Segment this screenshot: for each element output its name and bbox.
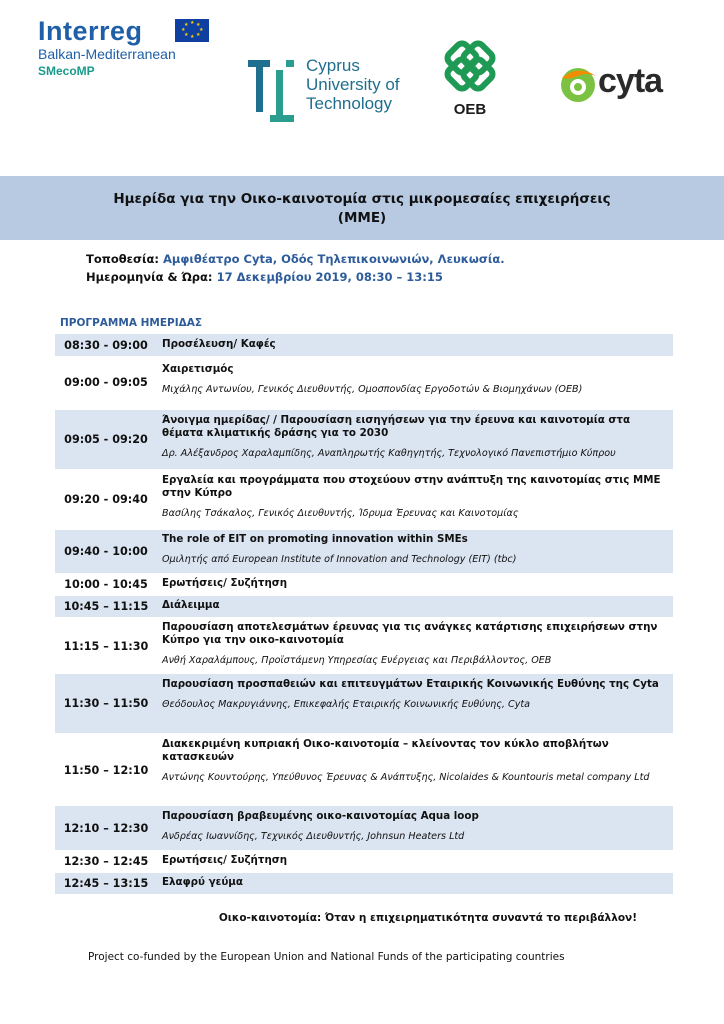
schedule-row [55,851,673,873]
schedule-title: Προσέλευση/ Καφές [162,338,276,350]
datetime-value: 17 Δεκεμβρίου 2019, 08:30 – 13:15 [216,270,443,284]
schedule-row [55,470,673,530]
cut-line-1: Cyprus [306,56,360,75]
schedule-speaker: Δρ. Αλέξανδρος Χαραλαμπίδης, Αναπληρωτής Καθηγητής, Τεχνολογικό Πανεπιστήμιο Κύπρου [162,448,616,459]
datetime-label: Ημερομηνία & Ώρα: [86,270,213,284]
schedule-time: 10:45 – 11:15 [63,600,149,613]
schedule-time: 08:30 - 09:00 [64,339,148,352]
title-line-1: Ημερίδα για την Οικο-καινοτομία στις μικρομεσαίες επιχειρήσεις [113,191,611,207]
schedule-time: 11:30 – 11:50 [63,697,149,710]
schedule-row [55,334,673,357]
schedule-speaker: Μιχάλης Αντωνίου, Γενικός Διευθυντής, Ομοσπονδίας Εργοδοτών & Βιομηχάνων (ΟΕΒ) [162,384,583,395]
schedule-row [55,618,673,674]
schedule-time: 12:30 – 12:45 [63,855,149,868]
schedule-time: 09:05 - 09:20 [64,433,148,446]
schedule-time: 11:50 – 12:10 [63,764,149,777]
schedule-row [55,530,673,574]
schedule-title: Ερωτήσεις/ Συζήτηση [162,854,288,866]
schedule-speaker: Αντώνης Κουντούρης, Υπεύθυνος Έρευνας & Ανάπτυξης, Nicolaides & Kountouris metal company Ltd [162,772,650,783]
schedule-time: 10:00 - 10:45 [64,578,148,591]
schedule-row [55,410,673,470]
schedule-speaker: Ανθή Χαραλάμπους, Προϊστάμενη Υπηρεσίας Ενέργειας και Περιβάλλοντος, ΟΕΒ [162,655,552,666]
schedule-row [55,574,673,596]
title-line-2: (ΜΜΕ) [337,210,387,226]
schedule-speaker: Ομιλητής από European Institute of Innovation and Technology (EIT) (tbc) [162,554,517,565]
schedule-speaker: Βασίλης Τσάκαλος, Γενικός Διευθυντής, Ίδρυμα Έρευνας και Καινοτομίας [162,508,519,519]
cut-line-2: University of [306,75,400,94]
schedule-row [55,806,673,851]
schedule-row [55,596,673,618]
schedule-row [55,674,673,734]
schedule-row [55,734,673,806]
interreg-logo [38,16,218,79]
interreg-wordmark: Interreg [38,16,143,46]
schedule-title: Παρουσίαση αποτελεσμάτων έρευνας για τις ανάγκες κατάρτισης επιχειρήσεων στην Κύπρο για την οικο-καινοτομία [162,621,658,646]
schedule-title: Άνοιγμα ημερίδας/ / Παρουσίαση εισηγήσεων για την έρευνα και καινοτομία στα θέματα κλιματικής δράσης για το 2030 [162,414,631,439]
schedule-row [55,357,673,410]
eu-flag-icon: ★ ★ ★ ★ ★ ★ ★ ★ [175,19,209,42]
schedule-title: Διάλειμμα [162,599,220,611]
schedule-title: Εργαλεία και προγράμματα που στοχεύουν στην ανάπτυξη της καινοτομίας στις ΜΜΕ στην Κύπρο [162,474,661,499]
page-title [40,190,684,228]
schedule-row [55,873,673,895]
motto: Οικο-καινοτομία: Όταν η επιχειρηματικότητα συναντά το περιβάλλον! [218,912,637,924]
oeb-label: OEB [453,101,487,118]
schedule-time: 12:10 – 12:30 [63,822,149,835]
schedule-time: 12:45 – 13:15 [63,877,149,890]
schedule-title: The role of EIT on promoting innovation within SMEs [162,533,468,545]
schedule-title: Ερωτήσεις/ Συζήτηση [162,577,288,589]
schedule-title: Παρουσίαση βραβευμένης οικο-καινοτομίας Aqua loop [162,810,479,822]
project-acronym: SMecoMP [38,64,95,78]
location-value: Αμφιθέατρο Cyta, Οδός Τηλεπικοινωνιών, Λευκωσία. [163,252,505,266]
cut-logo-icon [248,56,298,126]
cut-line-3: Technology [306,94,393,113]
program-title: ΠΡΟΓΡΑΜΜΑ ΗΜΕΡΙΔΑΣ [60,317,203,329]
oeb-logo-icon [430,40,510,120]
schedule-title: Παρουσίαση προσπαθειών και επιτευγμάτων Εταιρικής Κοινωνικής Ευθύνης της Cyta [162,678,659,690]
cyta-wordmark: cyta [598,62,663,100]
schedule-time: 09:40 - 10:00 [64,545,148,558]
interreg-programme: Balkan-Mediterranean [38,46,176,62]
schedule-time: 09:00 - 09:05 [64,376,148,389]
location-line [86,252,505,266]
schedule-title: Διακεκριμένη κυπριακή Οικο-καινοτομία – κλείνοντας τον κύκλο αποβλήτων κατασκευών [162,738,609,763]
datetime-line [86,270,443,284]
title-banner [0,176,724,240]
cut-logo-text [306,56,400,113]
schedule-speaker: Ανδρέας Ιωαννίδης, Τεχνικός Διευθυντής, Johnsun Heaters Ltd [162,831,465,842]
schedule-time: 09:20 - 09:40 [64,493,148,506]
schedule-time: 11:15 – 11:30 [63,640,149,653]
schedule-title: Ελαφρύ γεύμα [162,876,243,888]
schedule-speaker: Θεόδουλος Μακρυγιάννης, Επικεφαλής Εταιρικής Κοινωνικής Ευθύνης, Cyta [162,699,531,710]
location-label: Τοποθεσία: [86,252,159,266]
schedule-title: Χαιρετισμός [162,363,234,375]
funding-footer: Project co-funded by the European Union and National Funds of the participating countries [88,951,565,963]
